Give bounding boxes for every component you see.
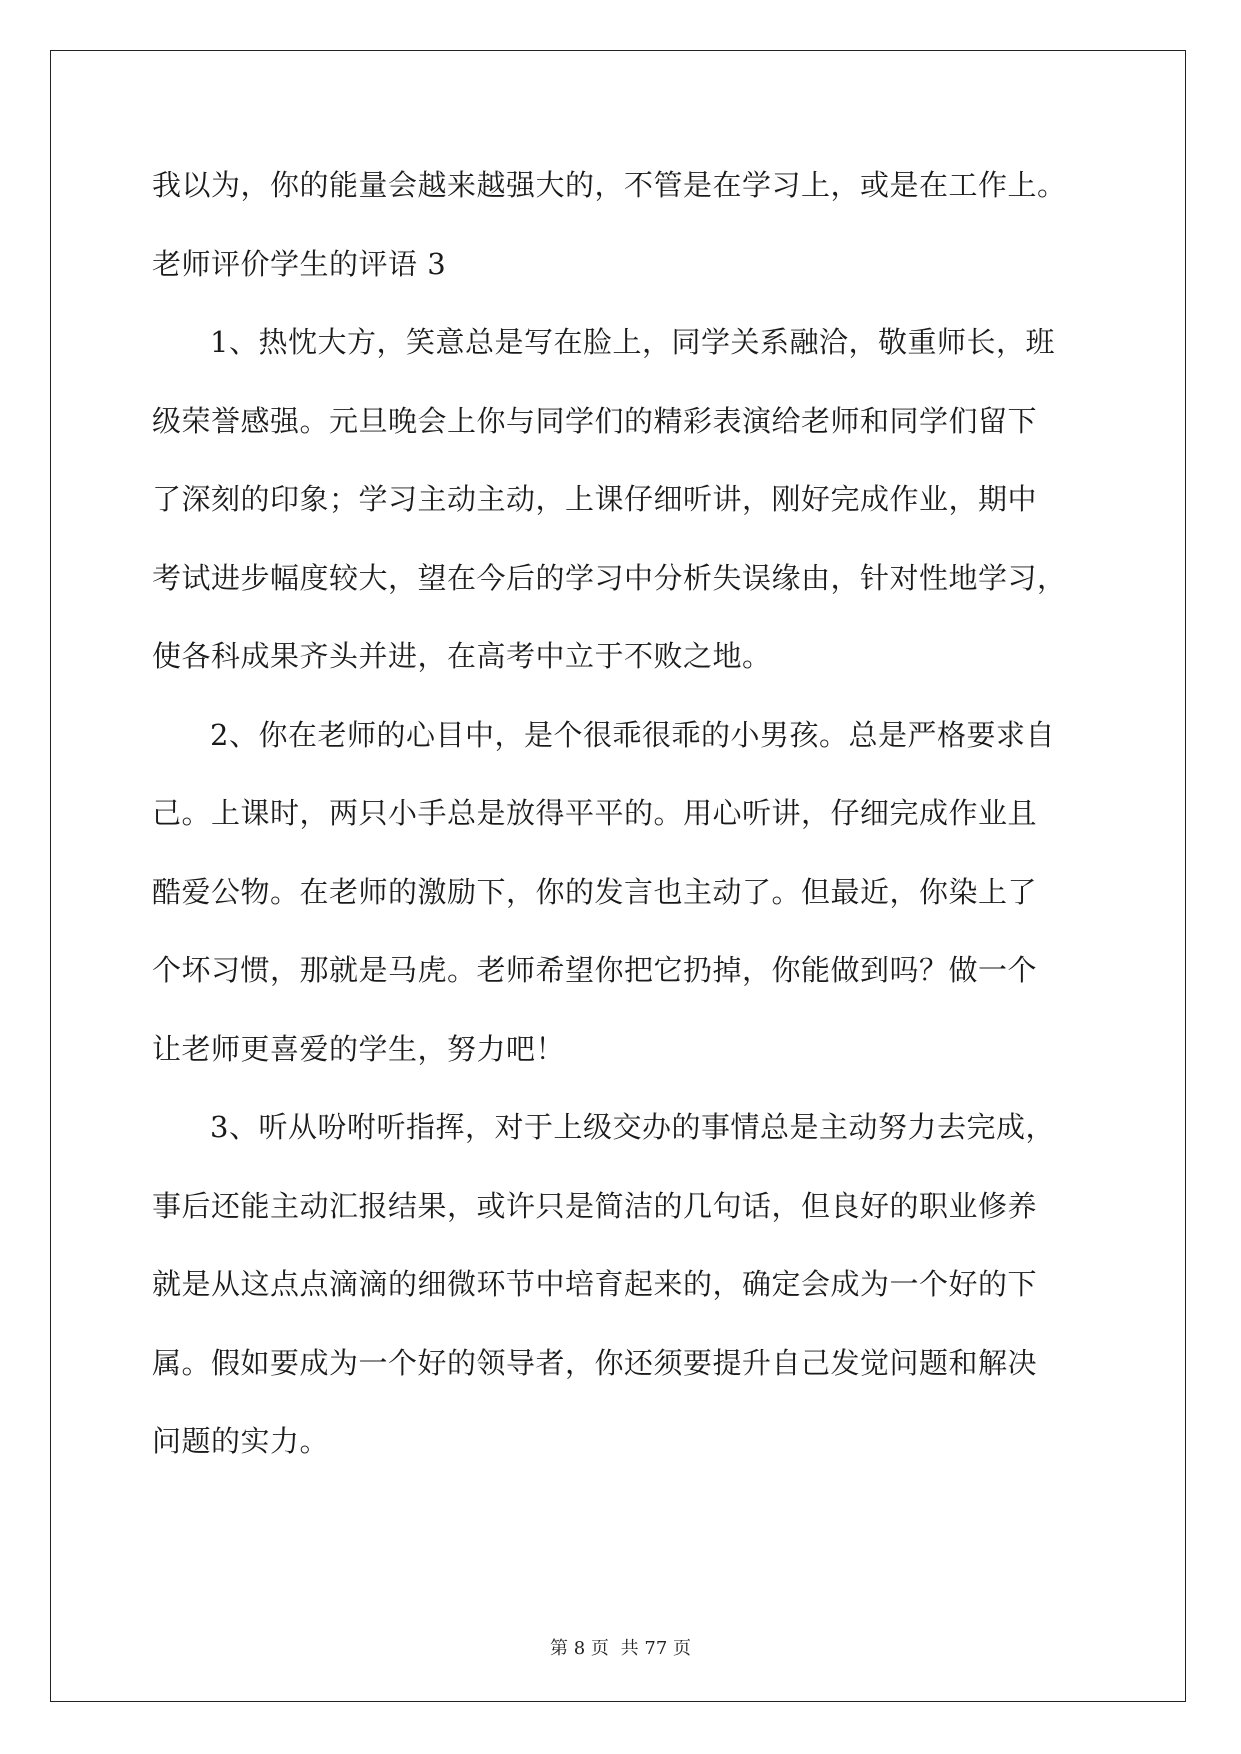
paragraph-1-line: 考试进步幅度较大，望在今后的学习中分析失误缘由，针对性地学习， [152,560,1067,595]
document-body [152,160,1092,1495]
paragraph-2-line: 让老师更喜爱的学生，努力吧！ [152,1031,566,1066]
page-number: 第 8 页 [550,1638,609,1659]
page-footer [0,1634,1241,1660]
paragraph-3-line: 3、听从吩咐听指挥，对于上级交办的事情总是主动努力去完成， [210,1110,1055,1144]
paragraph-1-line: 了深刻的印象；学习主动主动，上课仔细听讲，刚好完成作业，期中 [152,482,1038,516]
paragraph-3-line: 属。假如要成为一个好的领导者，你还须要提升自己发觉问题和解决 [152,1345,1038,1380]
paragraph-1-line: 1、热忱大方，笑意总是写在脸上，同学关系融洽，敬重师长，班 [210,325,1055,359]
paragraph-1-line: 级荣誉感强。元旦晚会上你与同学们的精彩表演给老师和同学们留下 [152,403,1038,438]
total-pages: 共 77 页 [620,1638,691,1659]
section-heading: 老师评价学生的评语 3 [152,246,447,281]
paragraph-1-line: 使各科成果齐头并进，在高考中立于不败之地。 [152,639,772,673]
paragraph-2-line: 酷爱公物。在老师的激励下，你的发言也主动了。但最近，你染上了 [152,874,1038,909]
paragraph-3-line: 问题的实力。 [152,1424,330,1458]
paragraph-3-line: 就是从这点点滴滴的细微环节中培育起来的，确定会成为一个好的下 [152,1267,1038,1301]
paragraph-3-line: 事后还能主动汇报结果，或许只是简洁的几句话，但良好的职业修养 [152,1188,1038,1223]
paragraph-2-line: 2、你在老师的心目中，是个很乖很乖的小男孩。总是严格要求自 [210,717,1055,752]
text-line: 我以为，你的能量会越来越强大的，不管是在学习上，或是在工作上。 [152,168,1067,202]
paragraph-2-line: 个坏习惯，那就是马虎。老师希望你把它扔掉，你能做到吗？做一个 [152,953,1038,987]
paragraph-2-line: 己。上课时，两只小手总是放得平平的。用心听讲，仔细完成作业且 [152,796,1038,830]
